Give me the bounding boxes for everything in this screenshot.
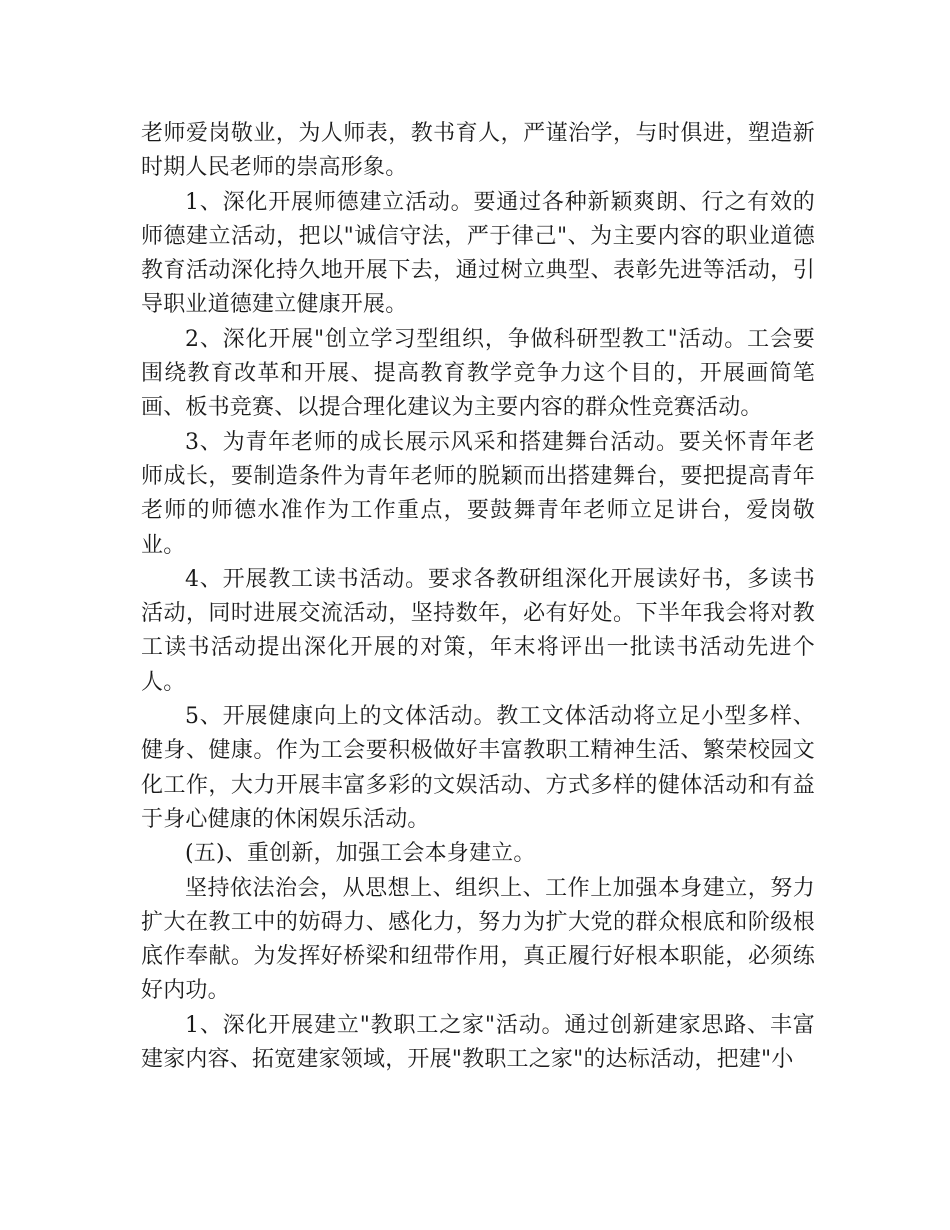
paragraph-8: 1、深化开展建立"教职工之家"活动。通过创新建家思路、丰富建家内容、拓宽建家领域，开展"教职工之家"的达标活动，把建"小	[141, 1012, 815, 1073]
paragraph-1: 老师爱岗敬业，为人师表，教书育人，严谨治学，与时俱进，塑造新时期人民老师的崇高形象。	[141, 121, 815, 181]
document-body	[141, 117, 815, 1077]
paragraph-4: 3、为青年老师的成长展示风采和搭建舞台活动。要关怀青年老师成长，要制造条件为青年老师的脱颖而出搭建舞台，要把提高青年老师的师德水准作为工作重点，要鼓舞青年老师立足讲台，爱岗敬业。	[141, 429, 815, 558]
paragraph-5: 4、开展教工读书活动。要求各教研组深化开展读好书，多读书活动，同时进展交流活动，坚持数年，必有好处。下半年我会将对教工读书活动提出深化开展的对策，年末将评出一批读书活动先进个人。	[141, 566, 815, 695]
paragraph-6: 5、开展健康向上的文体活动。教工文体活动将立足小型多样、健身、健康。作为工会要积极做好丰富教职工精神生活、繁荣校园文化工作，大力开展丰富多彩的文娱活动、方式多样的健体活动和有益于身心健康的休闲娱乐活动。	[141, 704, 815, 832]
paragraph-7: 坚持依法治会，从思想上、组织上、工作上加强本身建立，努力扩大在教工中的妨碍力、感化力，努力为扩大党的群众根底和阶级根底作奉献。为发挥好桥梁和纽带作用，真正履行好根本职能，必须练好内功。	[141, 875, 815, 1004]
paragraph-3: 2、深化开展"创立学习型组织，争做科研型教工"活动。工会要围绕教育改革和开展、提高教育教学竞争力这个目的，开展画简笔画、板书竞赛、以提合理化建议为主要内容的群众性竞赛活动。	[141, 326, 815, 421]
paragraph-2: 1、深化开展师德建立活动。要通过各种新颖爽朗、行之有效的师德建立活动，把以"诚信守法，严于律己"、为主要内容的职业道德教育活动深化持久地开展下去，通过树立典型、表彰先进等活动，引导职业道德建立健康开展。	[141, 189, 815, 318]
section-heading: (五)、重创新，加强工会本身建立。	[185, 841, 536, 867]
